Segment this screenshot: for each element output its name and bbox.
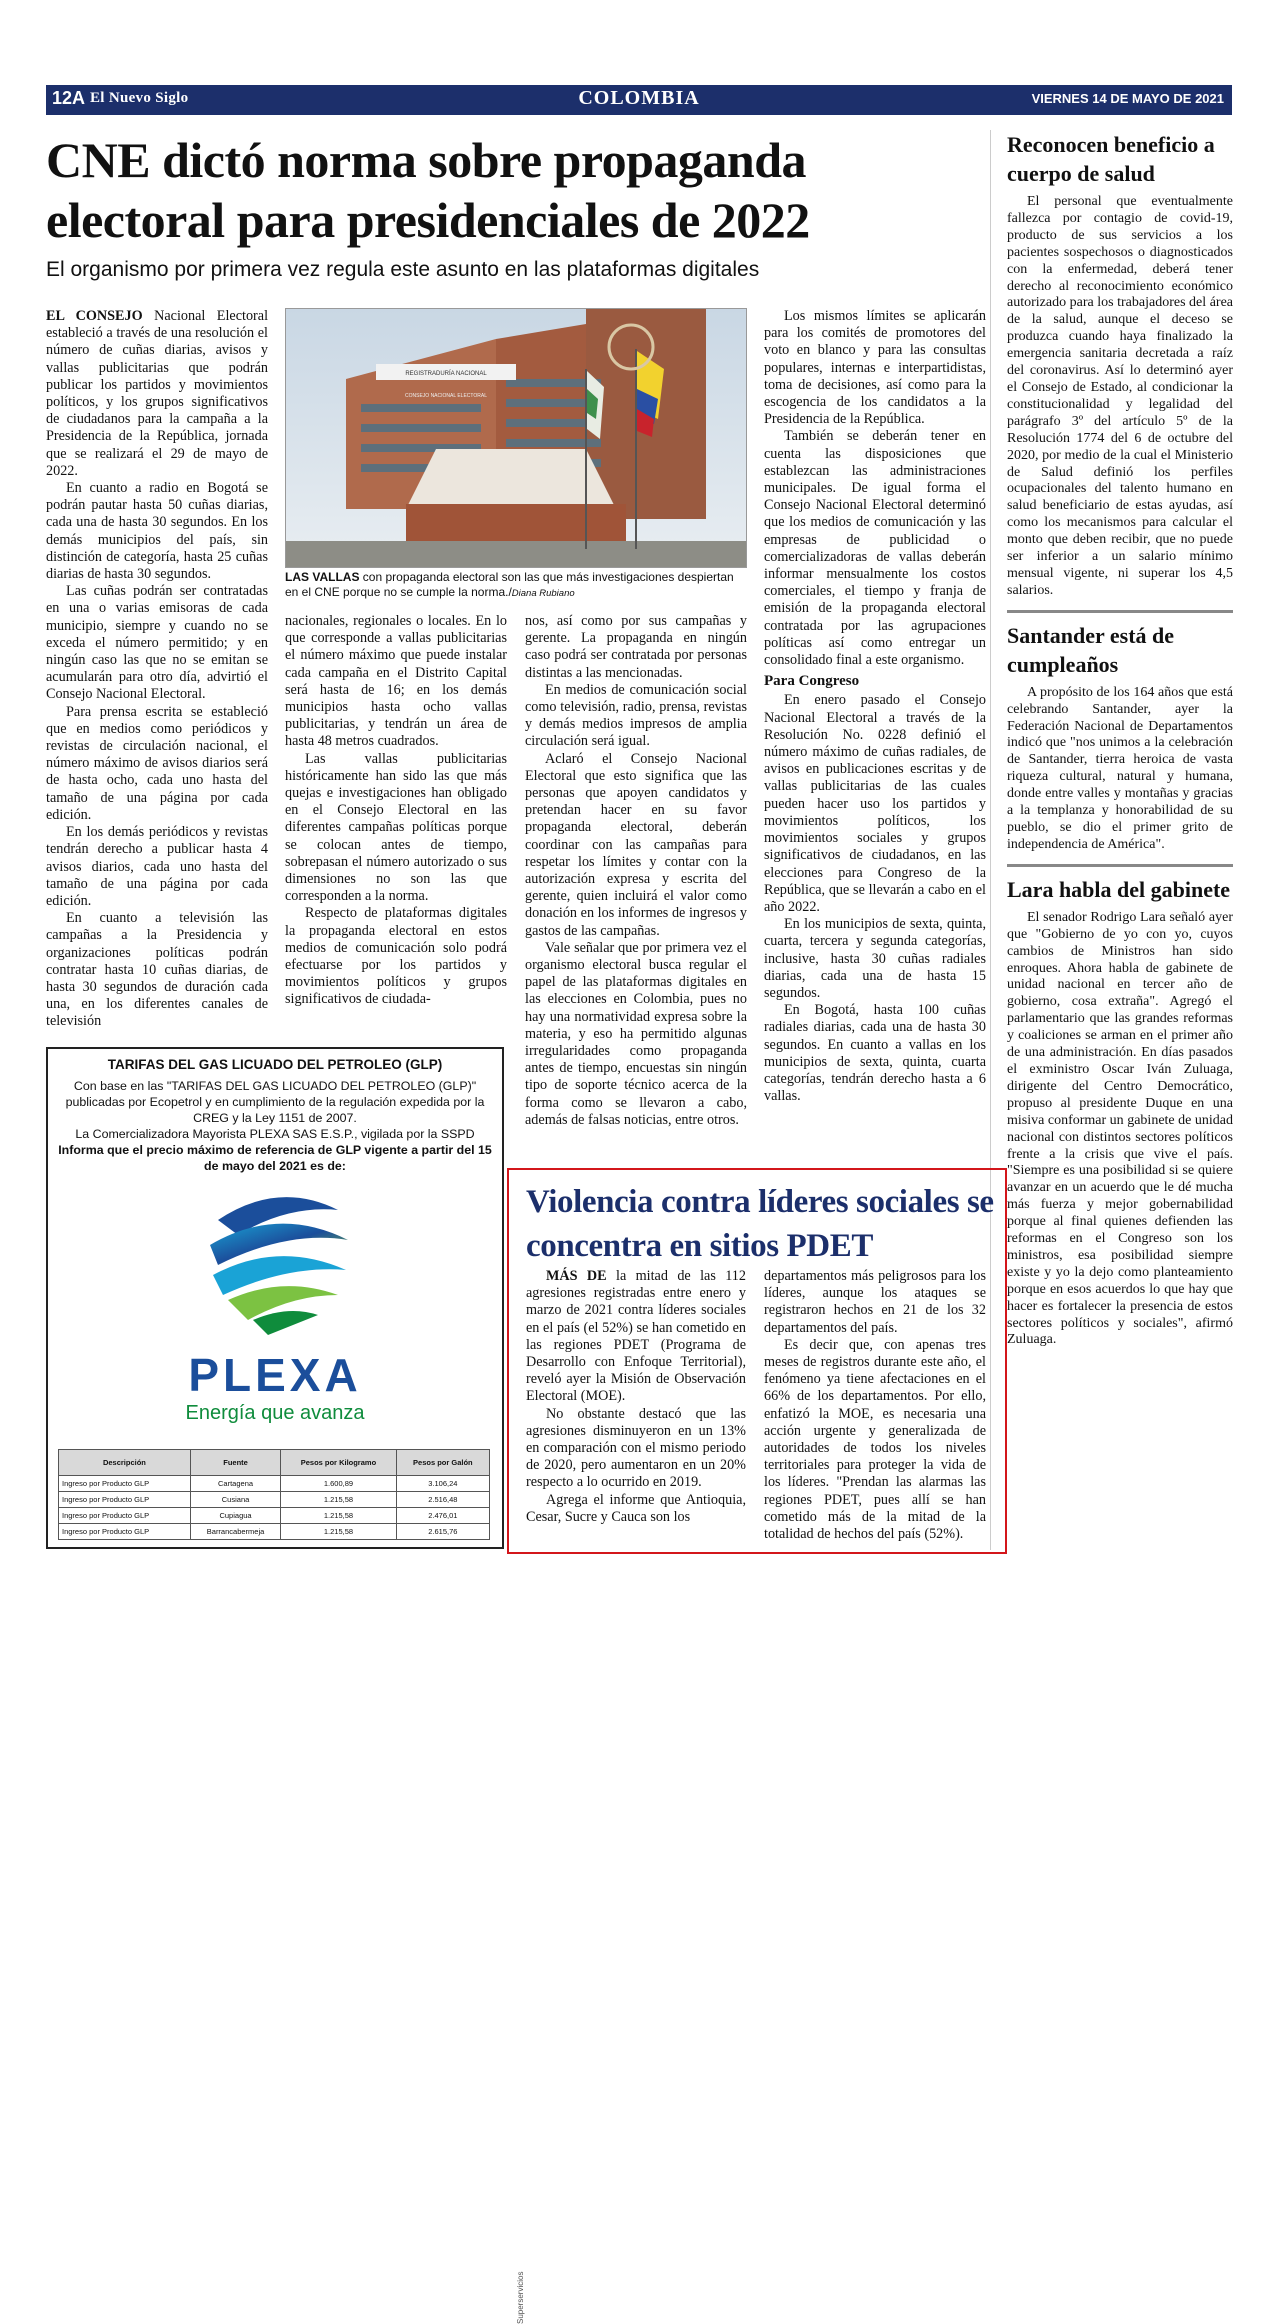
divider (1007, 610, 1233, 613)
plexa-globe-icon (198, 1180, 358, 1340)
paragraph-text: Nacional Electoral estableció a través de una resolución el número de cuñas diarias, avisos y vallas publicitarias que podrán publicar los partidos y movimientos políticos, y los grupos significativos de ciudadanos para la campaña a la Presidencia de la República, jornada que se realizará el 29 de mayo de 2022. (46, 308, 269, 479)
cne-building-photo (285, 308, 747, 568)
brand-name: PLEXA (188, 1349, 362, 1401)
column-header: Descripción (59, 1450, 191, 1476)
main-article-column-2 (285, 613, 507, 1009)
brief-item (1007, 621, 1233, 854)
regulator-logo: Superservicios (516, 2271, 525, 2324)
paragraph: Aclaró el Consejo Nacional Electoral que esto significa que las personas que apoyen candidatos y pretendan hacer en su favor propaganda electoral, deberán coordinar con las campañas para respetar los límites y contar con la autorización expresa y escrita del gerente, quien incluirá el valor como donación en los informes de ingresos y gastos de las campañas. (525, 750, 747, 939)
table-cell: 1.215,58 (281, 1508, 396, 1524)
table-cell: 1.215,58 (281, 1492, 396, 1508)
page-header-bar (46, 85, 1232, 115)
paragraph: Respecto de plataformas digitales la propaganda electoral en estos medios de comunicación solo podrá efectuarse por los partidos y movimientos políticos y grupos significativos de ciudada- (285, 905, 507, 1008)
paragraph: Los mismos límites se aplicarán para los comités de promotores del voto en blanco y para las consultas populares, internas e interpartidistas, toma de decisiones, así como para la escogencia de los candidatos a la Presidencia de la República. (764, 308, 986, 428)
section-name: COLOMBIA (578, 87, 700, 109)
column-header: Pesos por Kilogramo (281, 1450, 396, 1476)
second-headline: Violencia contra líderes sociales se concentra en sitios PDET (526, 1184, 994, 1264)
paragraph: Es decir que, con apenas tres meses de registros durante este año, el fenómeno ya tiene afectaciones en el 66% de los departamentos. Por ello, enfatizó la MOE, es necesaria una acción urgente y generalizada de autoridades de todos los niveles territoriales para proteger la vida de los líderes. "Prendan las alarmas las regiones PDET, pues allí se han cometido más de la mitad de la totalidad de hechos del país (52%). (764, 1336, 986, 1543)
main-headline: CNE dictó norma sobre propaganda electoral para presidenciales de 2022 (46, 132, 810, 248)
lead-word: MÁS DE (546, 1268, 607, 1284)
brief-title: Lara habla del gabinete (1007, 876, 1231, 902)
brief-body (1007, 194, 1233, 600)
paragraph: Para prensa escrita se estableció que en medios como periódicos y revistas de circulación nacional, el número máximo de avisos diarios será de hasta ocho, cada uno hasta del tamaño de una página por cada edición. (46, 703, 268, 823)
paragraph: En los municipios de sexta, quinta, cuarta, tercera y segunda categorías, inclusive, hasta 30 cuñas radiales diarias, cada una de hasta 15 segundos. (764, 916, 986, 1001)
main-article-column-4 (764, 308, 986, 1105)
table-cell: 2.476,01 (396, 1508, 489, 1524)
ad-paragraph: Con base en las "TARIFAS DEL GAS LICUADO DEL PETROLEO (GLP)" publicadas por Ecopetrol y en cumplimiento de la regulación expedida por la CREG y la Ley 1151 de 2007. (65, 1079, 485, 1125)
building-illustration (286, 309, 747, 568)
paragraph: En enero pasado el Consejo Nacional Electoral a través de la Resolución No. 0228 definió el número máximo de cuñas radiales, de avisos en publicaciones escritas y de vallas publicitarias de las cuales pueden hacer uso los partidos y movimientos políticos, los movimientos sociales y grupos significativos de ciudadanos, en las elecciones para Congreso de la República, que se llevarán a cabo en el año 2022. (764, 692, 986, 915)
section-subhead: Para Congreso (764, 673, 860, 690)
ad-title: TARIFAS DEL GAS LICUADO DEL PETROLEO (GLP) (107, 1057, 443, 1072)
main-article-column-3 (525, 613, 747, 1129)
caption-text: con propaganda electoral son las que más investigaciones despiertan en el CNE porque no se cumple la norma./ (285, 570, 734, 599)
ad-paragraph: La Comercializadora Mayorista PLEXA SAS E.S.P., vigilada por la SSPD (75, 1127, 475, 1141)
lead-paragraph (46, 308, 268, 480)
table-cell: 2.516,48 (396, 1492, 489, 1508)
paragraph: Las cuñas podrán ser contratadas en una o varias emisoras de cada municipio, siempre y cuando no se exceda el número permitido; y en ningún caso las que no se emitan se acumularán para otro día, advirtió el Consejo Nacional Electoral. (46, 583, 268, 703)
column-header: Pesos por Galón (396, 1450, 489, 1476)
paragraph: No obstante destacó que las agresiones disminuyeron en un 13% en comparación con el mismo periodo de 2020, pero aumentaron en un 20% respecto a lo ocurrido en 2019. (526, 1405, 746, 1491)
table-cell: Ingreso por Producto GLP (59, 1524, 191, 1540)
main-article-column-1 (46, 308, 268, 1031)
table-cell: 1.600,89 (281, 1476, 396, 1492)
table-cell: Cartagena (190, 1476, 280, 1492)
paragraph: nacionales, regionales o locales. En lo que corresponde a vallas publicitarias el número máximo que puede instalar cada campaña en el Distrito Capital será hasta de 16; en los demás municipios hasta ocho vallas publicitarias, y tendrán un área de hasta 48 metros cuadrados. (285, 613, 507, 750)
paragraph: Las vallas publicitarias históricamente han sido las que más quejas e investigaciones han obligado en el Consejo Electoral en las diferentes campañas políticas porque se colocan antes de tiempo, sobrepasan el número autorizado o sus dimensiones no son las que corresponden a la norma. (285, 750, 507, 905)
lead-word: EL CONSEJO (46, 308, 143, 324)
brief-title: Reconocen beneficio a cuerpo de salud (1007, 132, 1215, 186)
ad-paragraph: Informa que el precio máximo de referencia de GLP vigente a partir del 15 de mayo del 2021 es de: (58, 1143, 492, 1173)
photo-caption (285, 570, 747, 601)
column-header: Fuente (190, 1450, 280, 1476)
paragraph: En los demás periódicos y revistas tendrán derecho a publicar hasta 4 avisos diarios, cada uno hasta del tamaño de una página por cada edición. (46, 824, 268, 909)
paragraph: En Bogotá, hasta 100 cuñas radiales diarias, cada una de hasta 30 segundos. En cuanto a vallas en los municipios de sexta, quinta, cuarta categorías, tendrán derecho hasta a 6 vallas. (764, 1002, 986, 1105)
photo-sign-text: REGISTRADURÍA NACIONAL (405, 371, 487, 377)
paragraph: departamentos más peligrosos para los líderes, aunque los ataques se registraron hechos en 21 de los 32 departamentos del país. (764, 1268, 986, 1336)
table-cell: Cupiagua (190, 1508, 280, 1524)
paragraph: En cuanto a televisión las campañas a la Presidencia y organizaciones políticas podrán contratar hasta 10 cuñas diarias, de hasta 30 segundos de duración cada una, en los diferentes canales de televisión (46, 910, 268, 1030)
ad-body (58, 1078, 492, 1174)
table-cell: Ingreso por Producto GLP (59, 1508, 191, 1524)
page-number: 12A (52, 88, 86, 108)
table-cell: Ingreso por Producto GLP (59, 1476, 191, 1492)
brand-tagline: Energía que avanza (185, 1402, 365, 1424)
paragraph-text: la mitad de las 112 agresiones registradas entre enero y marzo de 2021 contra líderes sociales en el país (el 52%) se han cometido en las regiones PDET (Programa de Desarrollo con Enfoque Territorial), reveló ayer la Misión de Observación Electoral (MOE). (526, 1268, 746, 1405)
publication-name: El Nuevo Siglo (90, 90, 189, 106)
table-cell: Ingreso por Producto GLP (59, 1492, 191, 1508)
brief-item (1007, 130, 1233, 600)
caption-lead: LAS VALLAS (285, 570, 360, 584)
table-row (59, 1492, 490, 1508)
photo-credit: Diana Rubiano (511, 588, 575, 599)
paragraph: También se deberán tener en cuenta las disposiciones que establezcan las administraciones municipales. De igual forma el Consejo Nacional Electoral determinó que los medios de comunicación y las empresas de publicidad o comercializadoras de vallas deberán informar mensualmente los costos comerciales, el tiempo y franja de emisión de la propaganda electoral contratada por las agrupaciones políticas así como entregar un consolidado final a este organismo. (764, 428, 986, 669)
brief-text: El personal que eventualmente fallezca por contagio de covid-19, producto de sus servicios a los pacientes sospechosos o diagnosticados con la enfermedad, deberá tener derecho al reconocimiento económico autorizado para los trabajadores del área de la salud, aunque el deceso se produzca cuando haya finalizado la emergencia sanitaria decretada a raíz del coronavirus. Así lo determinó ayer el Consejo de Estado, al condicionar la constitucionalidad y legalidad del parágrafo 3º del artículo 5º de la Resolución 1774 del 6 de octubre del 2020, por medio de la cual el Ministerio de Salud definió los perfiles ocupacionales del talento humano en salud beneficiario de estas ayudas, así como los mecanismos para calcular el monto que deben recibir, que no puede ser inferior a un salario mínimo mensual vigente, ni superar los 4,5 salarios. (1007, 194, 1233, 598)
glp-price-table (58, 1449, 490, 1540)
brief-text: El senador Rodrigo Lara señaló ayer que "Gobierno de yo con yo, cuyos cambios de Ministros han sido enroques. Ahora habla de gabinete de unidad nacional en tercer año de gobierno, cosa extraña". Agregó el parlamentario que las grandes reformas y coaliciones se arman en el primer año de una administración. En días pasados el exministro Oscar Iván Zuluaga, dirigente del Centro Democrático, propuso al presidente Duque en una misiva conformar un gabinete de unidad nacional con distintos sectores políticos frente a la crisis que vive el país. "Siempre es una posibilidad si se quiere avanzar en un acuerdo que le dé mucha más fuerza y mejor gobernabilidad porque al final quienes defienden las reformas en el Congreso son los ministros, esa posibilidad siempre existe y yo la dejo como planteamiento porque en esos acuerdos lo que hay que hacer es fortalecer la presencia de estos sectores políticos y sociales", afirmó Zuluaga. (1007, 909, 1233, 1348)
table-cell: 2.615,76 (396, 1524, 489, 1540)
table-header-row (59, 1450, 490, 1476)
table-cell: 3.106,24 (396, 1476, 489, 1492)
issue-date: VIERNES 14 DE MAYO DE 2021 (1031, 91, 1224, 106)
brief-body (1007, 910, 1233, 1350)
second-article-column-1 (526, 1268, 746, 1526)
main-subheadline: El organismo por primera vez regula este asunto en las plataformas digitales (46, 258, 760, 281)
brief-body (1007, 685, 1233, 854)
table-row (59, 1476, 490, 1492)
paragraph: Vale señalar que por primera vez el organismo electoral busca regular el papel de las plataformas digitales en las elecciones en Colombia, pues no hay una normatividad expresa sobre la materia, y eso ha permitido algunas irregularidades como propaganda antes de tiempo, encuestas sin ningún tipo de soporte técnico acerca de la forma como se llevaron a cabo, además de falsas noticias, entre otros. (525, 939, 747, 1128)
table-cell: Barrancabermeja (190, 1524, 280, 1540)
paragraph: En cuanto a radio en Bogotá se podrán pautar hasta 50 cuñas diarias, cada una de hasta 30 segundos. En los demás municipios del país, sin distinción de categoría, hasta 25 cuñas diarias de hasta 30 segundos. (46, 480, 268, 583)
sidebar-briefs (1007, 130, 1233, 1349)
table-row (59, 1524, 490, 1540)
lead-paragraph (526, 1268, 746, 1406)
photo-sign-text: CONSEJO NACIONAL ELECTORAL (405, 393, 487, 399)
table-cell: Cusiana (190, 1492, 280, 1508)
table-row (59, 1508, 490, 1524)
brief-text: A propósito de los 164 años que está celebrando Santander, ayer la Federación Nacional de Departamentos indicó que "nos unimos a la celebración de Santander, tierra heroica de vasta riqueza cultural, natural y humana, donde entre valles y montañas y gracias a la templanza y honorabilidad de su pueblo, se dio el primer grito de independencia de América". (1007, 684, 1233, 852)
second-article-column-2 (764, 1268, 986, 1543)
table-cell: 1.215,58 (281, 1524, 396, 1540)
paragraph: En medios de comunicación social como televisión, radio, prensa, revistas y demás medios impresos de amplia circulación será igual. (525, 681, 747, 750)
paragraph: Agrega el informe que Antioquia, Cesar, Sucre y Cauca son los (526, 1491, 746, 1525)
plexa-logo (58, 1180, 492, 1424)
divider (1007, 864, 1233, 867)
brief-title: Santander está de cumpleaños (1007, 622, 1175, 677)
paragraph: nos, así como por sus campañas y gerente. La propaganda en ningún caso podrá ser contratada por personas distintas a las mencionadas. (525, 613, 747, 681)
brief-item (1007, 875, 1233, 1350)
